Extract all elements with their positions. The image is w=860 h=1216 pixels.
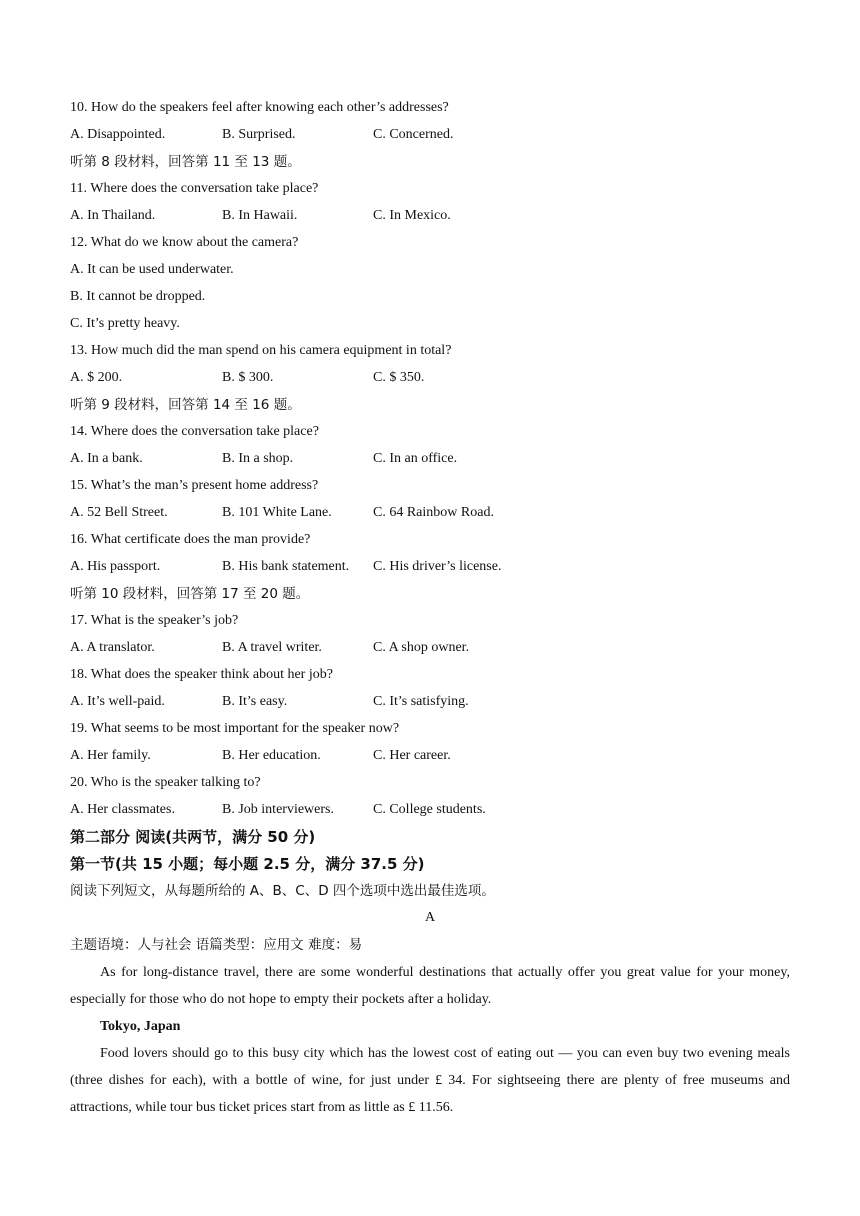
option-b: B. It’s easy. — [222, 694, 288, 709]
question-18-stem: 18. What does the speaker think about her job? — [70, 667, 333, 682]
option-a: A. In a bank. — [70, 451, 143, 466]
option-a: A. His passport. — [70, 559, 161, 574]
passage-intro: As for long-distance travel, there are some wonderful destinations that actually offer you great value for your money, especially for those who do not hope to empty their pockets after a holiday. — [70, 965, 790, 1007]
option-b: B. Surprised. — [222, 127, 296, 142]
question-20-stem: 20. Who is the speaker talking to? — [70, 775, 261, 790]
option-c: C. In an office. — [373, 451, 458, 466]
option-c: C. Her career. — [373, 748, 451, 763]
question-17-stem: 17. What is the speaker’s job? — [70, 613, 239, 628]
option-b: B. In Hawaii. — [222, 208, 298, 223]
option-c: C. Concerned. — [373, 127, 454, 142]
question-12-option-c: C. It’s pretty heavy. — [70, 316, 180, 331]
section-10-instruction: 听第 10 段材料，回答第 17 至 20 题。 — [70, 586, 310, 602]
option-a: A. A translator. — [70, 640, 155, 655]
option-a: A. 52 Bell Street. — [70, 505, 168, 520]
question-13-stem: 13. How much did the man spend on his camera equipment in total? — [70, 343, 452, 358]
section-9-instruction: 听第 9 段材料，回答第 14 至 16 题。 — [70, 397, 301, 413]
question-16-stem: 16. What certificate does the man provide? — [70, 532, 311, 547]
option-a: A. Her family. — [70, 748, 151, 763]
question-12-option-b: B. It cannot be dropped. — [70, 289, 206, 304]
option-c: C. 64 Rainbow Road. — [373, 505, 494, 520]
option-c: C. His driver’s license. — [373, 559, 502, 574]
option-b: B. Job interviewers. — [222, 802, 334, 817]
section-1-title: 第一节(共 15 小题；每小题 2.5 分，满分 37.5 分) — [70, 855, 425, 873]
option-b: B. Her education. — [222, 748, 321, 763]
option-a: A. It’s well-paid. — [70, 694, 165, 709]
part-2-title: 第二部分 阅读(共两节，满分 50 分) — [70, 828, 316, 846]
option-a: A. $ 200. — [70, 370, 123, 385]
passage-label: A — [424, 910, 436, 925]
option-c: C. College students. — [373, 802, 486, 817]
option-a: A. In Thailand. — [70, 208, 156, 223]
option-b: B. A travel writer. — [222, 640, 322, 655]
option-b: B. $ 300. — [222, 370, 274, 385]
question-12-stem: 12. What do we know about the camera? — [70, 235, 299, 250]
option-a: A. Her classmates. — [70, 802, 175, 817]
question-11-stem: 11. Where does the conversation take place? — [70, 181, 319, 196]
option-c: C. It’s satisfying. — [373, 694, 469, 709]
question-10-stem: 10. How do the speakers feel after knowing each other’s addresses? — [70, 100, 449, 115]
option-c: C. A shop owner. — [373, 640, 470, 655]
tokyo-paragraph: Food lovers should go to this busy city which has the lowest cost of eating out — you can even buy two evening meals (three dishes for each), with a bottle of wine, for just under £ 34. For sightseeing there are plenty of free museums and attractions, while tour bus ticket prices start from as little as £ 11.56. — [70, 1046, 790, 1115]
question-15-stem: 15. What’s the man’s present home address? — [70, 478, 319, 493]
passage-meta: 主题语境：人与社会 语篇类型：应用文 难度：易 — [70, 937, 363, 953]
reading-instruction: 阅读下列短文，从每题所给的 A、B、C、D 四个选项中选出最佳选项。 — [70, 883, 495, 899]
option-c: C. $ 350. — [373, 370, 425, 385]
option-a: A. Disappointed. — [70, 127, 166, 142]
option-b: B. In a shop. — [222, 451, 294, 466]
option-b: B. His bank statement. — [222, 559, 350, 574]
question-19-stem: 19. What seems to be most important for the speaker now? — [70, 721, 400, 736]
question-12-option-a: A. It can be used underwater. — [70, 262, 234, 277]
question-14-stem: 14. Where does the conversation take place? — [70, 424, 319, 439]
option-b: B. 101 White Lane. — [222, 505, 332, 520]
section-8-instruction: 听第 8 段材料，回答第 11 至 13 题。 — [70, 154, 301, 170]
tokyo-heading: Tokyo, Japan — [100, 1019, 181, 1034]
option-c: C. In Mexico. — [373, 208, 451, 223]
